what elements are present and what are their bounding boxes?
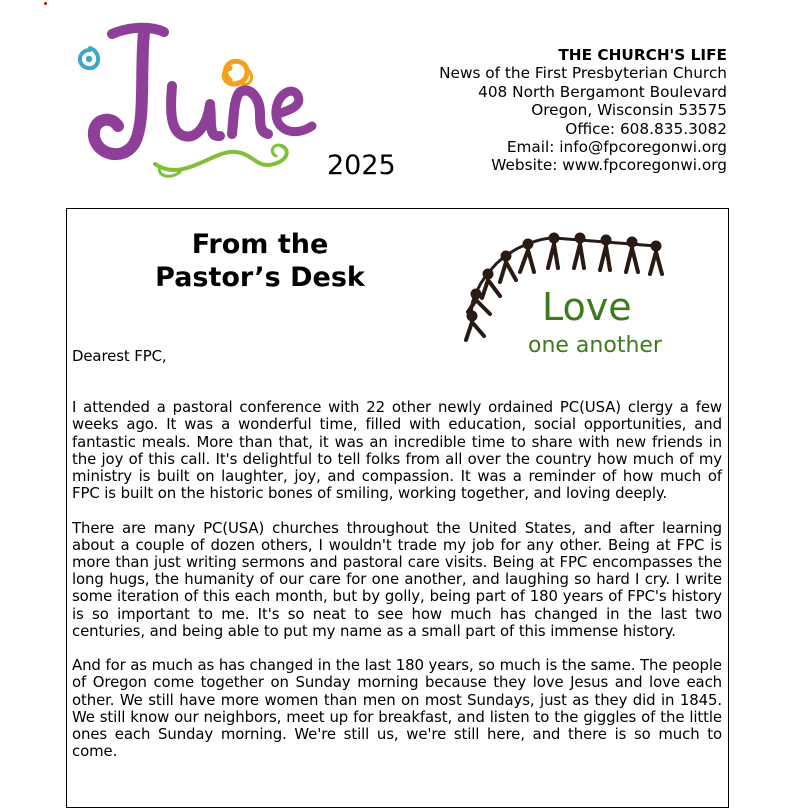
article-body bbox=[72, 348, 722, 778]
paragraph-3: And for as much as has changed in the last 180 years, so much is the same. The people of Oregon come together on Sunday morning because they love Jesus and love each other. We still have more women than men on most Sundays, just as they did in 1845. We still know our neighbors, meet up for breakfast, and listen to the giggles of the little ones each Sunday morning. We're still us, we're still here, and there is so much to come. bbox=[72, 656, 722, 761]
june-wordmark bbox=[94, 28, 312, 154]
graphic-text-love: Love bbox=[542, 285, 632, 329]
masthead bbox=[387, 46, 727, 175]
email-link[interactable]: Email: info@fpcoregonwi.org bbox=[506, 138, 727, 157]
newsletter-subtitle: News of the First Presbyterian Church bbox=[439, 64, 727, 83]
heading-line-2: Pastor’s Desk bbox=[155, 262, 365, 293]
paragraph-1: I attended a pastoral conference with 22 other newly ordained PC(USA) clergy a few weeks ago. It was a wonderful time, filled with education, social opportunities, and fantastic meals. More than that, it was an incredible time to share with new friends in the joy of this call. It's delightful to tell folks from all over the country how much of my ministry is built on laughter, joy, and compassion. It was a reminder of how much of FPC is built on the historic bones of smiling, working together, and loving deeply. bbox=[72, 398, 722, 503]
red-dot bbox=[44, 2, 47, 5]
church-address: 408 North Bergamont Boulevard bbox=[478, 82, 727, 101]
website-link[interactable]: Website: www.fpcoregonwi.org bbox=[491, 156, 727, 175]
church-city: Oregon, Wisconsin 53575 bbox=[531, 101, 727, 120]
graphic-text-one-another: one another bbox=[528, 333, 662, 358]
article-heading bbox=[140, 228, 380, 294]
paragraph-2: There are many PC(USA) churches throughout the United States, and after learning about a couple of dozen others, I wouldn't trade my job for any other. Being at FPC is more than just writing sermons and pastoral care visits. Being at FPC encompasses the long hugs, the humanity of our care for one another, and laughing so hard I cry. I write some iteration of this each month, but by golly, being part of 180 years of FPC's history is so important to me. It's so neat to see how much has changed in the last two centuries, and being able to put my name as a small part of this immense history. bbox=[72, 518, 722, 640]
june-logo bbox=[60, 14, 330, 194]
newsletter-name: THE CHURCH'S LIFE bbox=[558, 46, 727, 64]
office-phone: Office: 608.835.3082 bbox=[565, 119, 727, 138]
heading-line-1: From the bbox=[191, 229, 329, 260]
greeting: Dearest FPC, bbox=[72, 347, 167, 365]
love-one-another-graphic bbox=[462, 232, 682, 364]
issue-year: 2025 bbox=[327, 150, 396, 181]
